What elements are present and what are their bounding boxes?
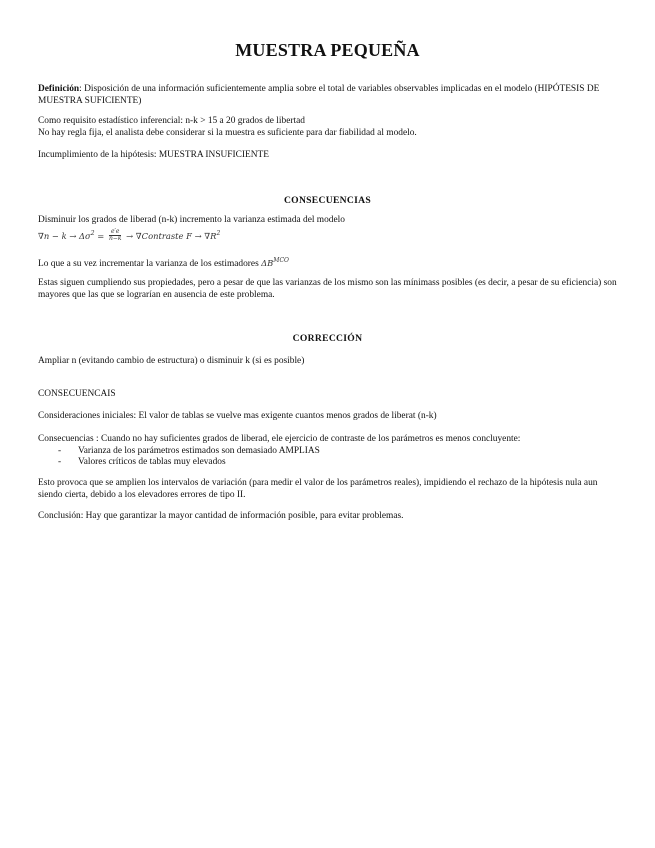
correction-text: Ampliar n (evitando cambio de estructura) o disminuir k (si es posible) [38,356,305,366]
conclusion-paragraph [38,511,618,523]
consequences2-heading [38,389,618,401]
formula-eq: = [94,230,107,241]
breach-paragraph [38,150,618,162]
consequences2-list [38,446,618,469]
formula-fraction [109,229,122,242]
formula-part-2: → ∇Contraste F → ∇R [123,230,217,241]
formula-sq-2: 2 [216,229,221,237]
consequences2-heading-text: CONSECUENCAIS [38,389,116,399]
requirement-line-2: No hay regla fija, el analista debe considerar si la muestra es suficiente para dar fiabilidad al modelo. [38,127,417,138]
consequences-paragraph [38,215,618,242]
effect-paragraph [38,478,618,501]
list-item [38,446,618,458]
consequences-line-1: Disminuir los grados de liberad (n-k) incremento la varianza estimada del modelo [38,215,345,225]
estimator-superscript: MCO [273,257,289,264]
requirement-line-1: Como requisito estadístico inferencial: n-k > 15 a 20 grados de libertad [38,116,305,126]
properties-text: Estas siguen cumpliendo sus propiedades, pero a pesar de que las varianzas de los mismo son las mínimass posibles (es decir, a pesar de su eficiencia) son mayores que las que se lograrían en ausencia de este problema. [38,278,617,300]
breach-text: Incumplimiento de la hipótesis: MUESTRA INSUFICIENTE [38,150,269,160]
consequences2-paragraph [38,434,618,469]
variance-formula [38,227,618,243]
estimator-text: Lo que a su vez incrementar la varianza de los estimadores [38,259,262,270]
initial-considerations-paragraph [38,411,618,423]
definition-paragraph [38,84,618,107]
initial-considerations-text: Consideraciones iniciales: El valor de tablas se vuelve mas exigente cuantos menos grados de liberat (n-k) [38,411,437,421]
conclusion-text: Conclusión: Hay que garantizar la mayor cantidad de información posible, para evitar problemas. [38,511,404,521]
definition-label: Definición [38,84,80,94]
estimator-symbol: ΔB [261,258,274,269]
effect-text: Esto provoca que se amplien los intervalos de variación (para medir el valor de los parámetros reales), impidiendo el rechazo de la hipótesis nula aun siendo cierta, debido a los elevadores errores de tipo II. [38,478,598,500]
consequences-heading: CONSECUENCIAS [283,195,372,206]
bullet-dash: - [58,457,62,467]
consequences2-intro: Consecuencias : Cuando no hay suficientes grados de liberad, ele ejercicio de contraste de los parámetros es menos concluyente: [38,434,521,444]
formula-numerator: e′e [109,229,122,236]
list-item [38,457,618,469]
list-item-text: Valores críticos de tablas muy elevados [78,457,226,467]
list-item-text: Varianza de los parámetros estimados son demasiado AMPLIAS [78,445,320,456]
formula-denominator: n−k [108,235,122,243]
estimator-line [38,255,618,271]
definition-text: : Disposición de una información suficientemente amplia sobre el total de variables observables implicadas en el modelo (HIPÓTESIS DE MUESTRA SUFICIENTE) [38,84,600,106]
requirement-paragraph [38,116,618,139]
bullet-dash: - [58,445,62,456]
properties-paragraph [38,278,618,301]
formula-part-1: ∇n − k → Δσ [38,230,91,241]
estimator-paragraph [38,255,618,271]
correction-paragraph [38,356,618,368]
formula-sq: 2 [90,229,95,237]
correction-heading: CORRECCIÓN [292,333,363,344]
page-title: MUESTRA PEQUEÑA [235,40,420,60]
